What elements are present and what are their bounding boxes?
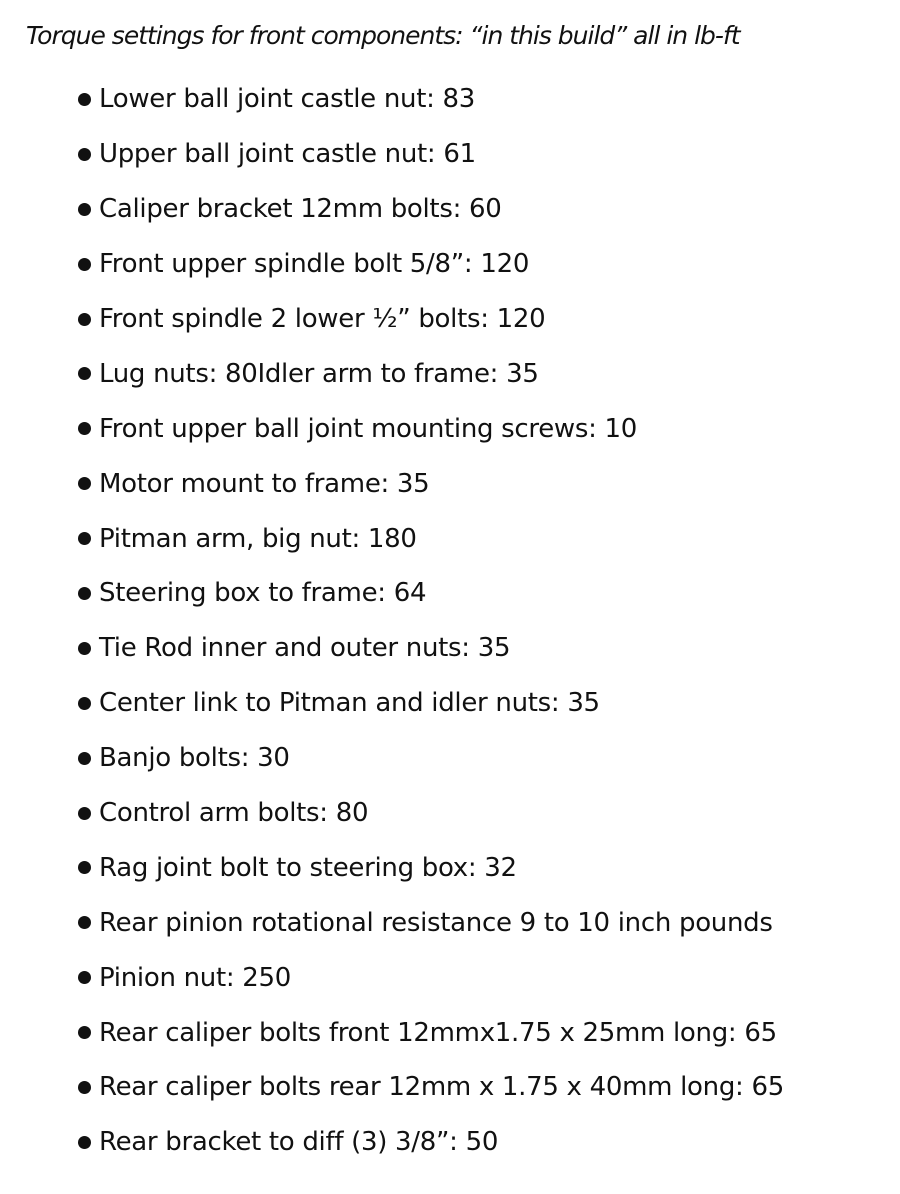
list-item xyxy=(78,1005,784,1060)
list-item xyxy=(78,566,784,621)
bullet-icon xyxy=(78,971,91,984)
list-item xyxy=(78,237,784,292)
list-item xyxy=(78,840,784,895)
list-item-text: Upper ball joint castle nut: 61 xyxy=(99,139,476,170)
list-item-text: Rag joint bolt to steering box: 32 xyxy=(99,852,517,883)
list-item-text: Caliper bracket 12mm bolts: 60 xyxy=(99,194,502,225)
bullet-icon xyxy=(78,93,91,106)
list-item xyxy=(78,292,784,347)
torque-list xyxy=(78,72,784,1170)
list-item xyxy=(78,127,784,182)
list-item-text: Front spindle 2 lower ½” bolts: 120 xyxy=(99,304,546,334)
bullet-icon xyxy=(78,258,91,271)
list-item xyxy=(78,456,784,511)
bullet-icon xyxy=(78,752,91,765)
bullet-icon xyxy=(78,807,91,820)
bullet-icon xyxy=(78,203,91,216)
list-item xyxy=(78,1115,784,1170)
list-item-text: Pitman arm, big nut: 180 xyxy=(99,523,417,554)
list-item-text: Rear pinion rotational resistance 9 to 10 inch pounds xyxy=(99,907,773,938)
bullet-icon xyxy=(78,1081,91,1094)
bullet-icon xyxy=(78,861,91,874)
list-item xyxy=(78,182,784,237)
list-item-text: Pinion nut: 250 xyxy=(99,962,291,993)
bullet-icon xyxy=(78,697,91,710)
list-item-text: Rear bracket to diff (3) 3/8”: 50 xyxy=(99,1127,499,1158)
document-heading: Torque settings for front components: “in this build” all in lb-ft xyxy=(26,21,740,50)
bullet-icon xyxy=(78,1026,91,1039)
bullet-icon xyxy=(78,313,91,326)
bullet-icon xyxy=(78,477,91,490)
list-item xyxy=(78,676,784,731)
list-item xyxy=(78,731,784,786)
list-item xyxy=(78,786,784,841)
bullet-icon xyxy=(78,148,91,161)
list-item-text: Tie Rod inner and outer nuts: 35 xyxy=(99,633,511,664)
list-item-text: Front upper spindle bolt 5/8”: 120 xyxy=(99,249,530,280)
list-item-text: Control arm bolts: 80 xyxy=(99,798,369,829)
list-item xyxy=(78,621,784,676)
bullet-icon xyxy=(78,1136,91,1149)
list-item xyxy=(78,346,784,401)
list-item-text: Center link to Pitman and idler nuts: 35 xyxy=(99,688,600,719)
list-item xyxy=(78,1060,784,1115)
list-item-text: Steering box to frame: 64 xyxy=(99,578,427,609)
bullet-icon xyxy=(78,367,91,380)
bullet-icon xyxy=(78,642,91,655)
list-item xyxy=(78,895,784,950)
list-item xyxy=(78,401,784,456)
bullet-icon xyxy=(78,422,91,435)
bullet-icon xyxy=(78,916,91,929)
list-item-text: Banjo bolts: 30 xyxy=(99,743,290,774)
list-item xyxy=(78,72,784,127)
bullet-icon xyxy=(78,587,91,600)
list-item-text: Front upper ball joint mounting screws: 10 xyxy=(99,413,638,444)
list-item xyxy=(78,950,784,1005)
list-item-text: Lug nuts: 80Idler arm to frame: 35 xyxy=(99,358,539,389)
bullet-icon xyxy=(78,532,91,545)
list-item xyxy=(78,511,784,566)
list-item-text: Motor mount to frame: 35 xyxy=(99,468,430,499)
list-item-text: Rear caliper bolts rear 12mm x 1.75 x 40mm long: 65 xyxy=(99,1072,784,1103)
list-item-text: Lower ball joint castle nut: 83 xyxy=(99,84,476,115)
list-item-text: Rear caliper bolts front 12mmx1.75 x 25mm long: 65 xyxy=(99,1017,777,1048)
